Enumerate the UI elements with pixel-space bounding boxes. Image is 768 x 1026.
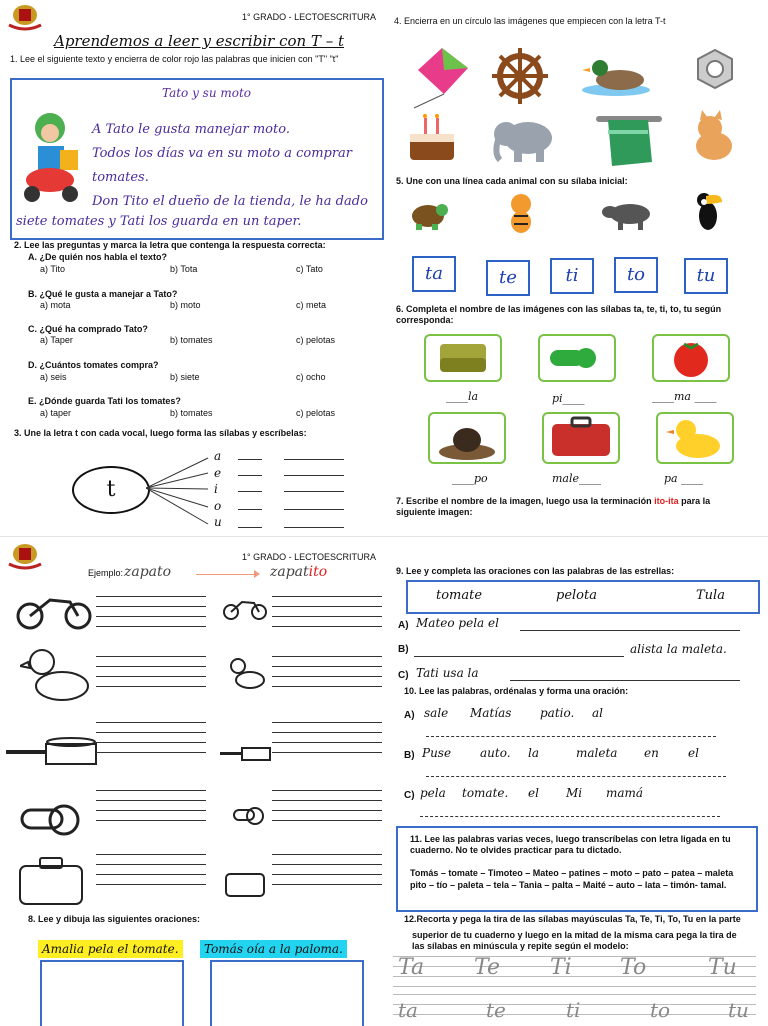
tela-fabric-icon	[426, 336, 500, 380]
guideline	[393, 994, 756, 995]
example-word: zapato	[124, 564, 172, 580]
write-lines[interactable]	[272, 854, 382, 894]
image-box	[424, 334, 502, 382]
scrambled-word: Mi	[566, 786, 583, 800]
draw-sentence-2: Tomás oía a la paloma.	[200, 940, 347, 958]
write-lines[interactable]	[96, 722, 206, 762]
syllable-upper: Ta	[398, 955, 425, 980]
guideline	[393, 956, 756, 957]
story-line: siete tomates y Tati los guarda en un taper.	[16, 214, 302, 229]
word-bank-item: pelota	[556, 588, 597, 603]
story-title: Tato y su moto	[162, 86, 252, 100]
item-label: B)	[404, 750, 415, 761]
scrambled-word: la	[528, 746, 539, 760]
scrambled-word: el	[688, 746, 699, 760]
question-A: A. ¿De quién nos habla el texto?	[28, 252, 168, 262]
syllable-lower: ti	[566, 998, 581, 1022]
write-lines[interactable]	[272, 722, 382, 762]
ship-wheel-icon	[490, 46, 550, 106]
write-lines[interactable]	[96, 854, 206, 894]
option-b[interactable]: b) tomates	[170, 335, 213, 345]
scrambled-word: al	[592, 706, 603, 720]
sentence-a: Mateo pela el	[416, 616, 499, 630]
q7-prompt-start: 7. Escribe el nombre de la imagen, luego usa la terminación	[396, 496, 655, 506]
story-line: A Tato le gusta manejar moto.	[92, 122, 290, 137]
syllable-lower: ta	[398, 998, 418, 1022]
example-result	[270, 564, 327, 580]
option-b[interactable]: b) siete	[170, 372, 200, 382]
syllable-tu[interactable]: tu	[684, 258, 728, 294]
syllable-to[interactable]: to	[614, 257, 658, 293]
blank-pato[interactable]: pa ____	[664, 472, 704, 485]
tomato-icon	[654, 336, 728, 380]
option-b[interactable]: b) tomates	[170, 408, 213, 418]
image-box	[428, 412, 506, 464]
example-result-base: zapat	[270, 564, 309, 580]
syllable-upper: Tu	[708, 955, 737, 980]
duckling-icon	[658, 414, 732, 462]
duck-outline-icon	[20, 644, 92, 704]
scrambled-word: sale	[424, 706, 449, 720]
q12-prompt-3: las sílabas en minúscula y repite según el modelo:	[412, 941, 629, 951]
option-c[interactable]: c) ocho	[296, 372, 326, 382]
draw-sentence-1: Amalia pela el tomate.	[38, 940, 183, 958]
option-a[interactable]: a) mota	[40, 300, 71, 310]
syllable-lower: tu	[728, 998, 749, 1022]
write-lines[interactable]	[96, 656, 206, 696]
scrambled-word: tomate.	[462, 786, 509, 800]
nut-icon	[694, 48, 736, 90]
story-line: Todos los días va en su moto a comprar	[92, 146, 353, 161]
vowel: e	[214, 465, 222, 480]
blank-tomate[interactable]: ____ma ____	[652, 390, 717, 403]
option-a[interactable]: a) seis	[40, 372, 67, 382]
guideline	[393, 966, 756, 967]
syllable-lower: to	[650, 998, 671, 1022]
option-a[interactable]: a) taper	[40, 408, 72, 418]
cat-icon	[688, 110, 736, 164]
scrambled-word: Matías	[470, 706, 512, 720]
write-lines[interactable]	[272, 790, 382, 830]
syllable-te[interactable]: te	[486, 260, 530, 296]
q12-prompt-1: 12.Recorta y pega la tira de las sílabas mayúsculas Ta, Te, Ti, To, Tu en la parte	[404, 914, 741, 924]
option-c[interactable]: c) pelotas	[296, 335, 336, 345]
whistle-outline-icon	[18, 796, 84, 842]
question-D: D. ¿Cuántos tomates compra?	[28, 360, 159, 370]
question-B: B. ¿Qué le gusta a manejar a Tato?	[28, 289, 178, 299]
option-c[interactable]: c) Tato	[296, 264, 323, 274]
q10-prompt: 10. Lee las palabras, ordénalas y forma una oración:	[404, 686, 629, 696]
blank-maleta[interactable]: male____	[552, 472, 602, 485]
q5-prompt: 5. Une con una línea cada animal con su sílaba inicial:	[396, 176, 628, 186]
syllable-ti[interactable]: ti	[550, 258, 594, 294]
cake-icon	[406, 112, 458, 164]
sentence-b: alista la maleta.	[630, 642, 727, 656]
q11-prompt: 11. Lee las palabras varias veces, luego transcríbelas con letra ligada en tu cuaderno. No te olvides practicar para tu dictado.	[410, 834, 731, 855]
syllable-upper: To	[620, 955, 647, 980]
page-divider	[0, 536, 768, 537]
mole-icon	[430, 414, 504, 462]
question-C: C. ¿Qué ha comprado Tato?	[28, 324, 148, 334]
guideline	[393, 976, 756, 977]
write-lines[interactable]	[96, 596, 206, 636]
example-arrow	[196, 574, 258, 575]
q6-prompt: 6. Completa el nombre de las imágenes con las sílabas ta, te, ti, to, tu según corresponda:	[396, 304, 722, 325]
write-lines[interactable]	[272, 656, 382, 696]
q7-prompt-end: para la siguiente imagen:	[396, 496, 711, 517]
pot-icon	[6, 730, 100, 770]
option-c[interactable]: c) meta	[296, 300, 327, 310]
syllable-lower: te	[486, 998, 506, 1022]
guideline	[393, 986, 756, 987]
item-label: C)	[404, 790, 415, 801]
small-duck-outline-icon	[226, 656, 266, 692]
towel-icon	[594, 110, 664, 168]
image-box	[652, 334, 730, 382]
q2-prompt: 2. Lee las preguntas y marca la letra que contenga la respuesta correcta:	[14, 240, 326, 250]
syllable-ta[interactable]: ta	[412, 256, 456, 292]
write-lines[interactable]	[96, 790, 206, 830]
syllable-upper: Ti	[550, 955, 572, 980]
image-box	[656, 412, 734, 464]
question-E: E. ¿Dónde guarda Tati los tomates?	[28, 396, 181, 406]
q12-prompt-2: superior de tu cuaderno y luego en la mitad de la misma cara pega la tira de	[412, 930, 737, 940]
syllable-upper: Te	[474, 955, 500, 980]
duck-icon	[580, 52, 650, 96]
tapir-icon	[602, 198, 654, 232]
image-box	[538, 334, 616, 382]
item-label: B)	[398, 644, 409, 655]
blank-tela[interactable]: ____la	[446, 390, 479, 403]
vowel: u	[214, 515, 222, 529]
example-result-suffix: ito	[308, 564, 328, 580]
q1-prompt: 1. Lee el siguiente texto y encierra de color rojo las palabras que inicien con "T" "t"	[10, 54, 339, 64]
q11-words-2: pito – tío – paleta – tela – Tania – palta – Maité – auto – lata – timón- tamal.	[410, 880, 727, 890]
elephant-icon	[492, 112, 556, 164]
boy-on-moto-image	[20, 108, 82, 204]
turtle-icon	[404, 196, 450, 232]
scrambled-word: auto.	[480, 746, 511, 760]
answer-line[interactable]	[426, 736, 716, 737]
option-a[interactable]: a) Tito	[40, 264, 66, 274]
option-a[interactable]: a) Taper	[40, 335, 73, 345]
school-logo	[6, 542, 44, 570]
story-line: Don Tito el dueño de la tienda, le ha dado	[92, 194, 368, 209]
grade-header: 1° GRADO - LECTOESCRITURA	[242, 552, 376, 562]
arrow-head-icon	[254, 570, 260, 578]
kite-icon	[404, 46, 470, 110]
q7-prompt	[396, 496, 740, 518]
sentence-c: Tati usa la	[416, 666, 479, 680]
small-whistle-outline-icon	[232, 804, 266, 830]
q3-prompt: 3. Une la letra t con cada vocal, luego forma las sílabas y escríbelas:	[14, 428, 307, 438]
image-box	[542, 412, 620, 464]
q4-prompt: 4. Encierra en un círculo las imágenes que empiecen con la letra T-t	[394, 16, 666, 26]
drawing-box-1[interactable]	[40, 960, 184, 1026]
answer-line[interactable]	[520, 630, 740, 631]
scrambled-word: Puse	[422, 746, 452, 760]
q8-prompt: 8. Lee y dibuja las siguientes oraciones:	[28, 914, 201, 924]
answer-line[interactable]	[414, 656, 624, 657]
word-bank-item: Tula	[696, 588, 725, 603]
grade-header: 1° GRADO - LECTOESCRITURA	[242, 12, 376, 22]
letter-t: t	[106, 477, 116, 502]
answer-line[interactable]	[426, 776, 726, 777]
school-logo	[6, 3, 44, 31]
q11-words-1: Tomás – tomate – Timoteo – Mateo – patines – moto – pato – patea – maleta	[410, 868, 734, 878]
suitcase-outline-icon	[16, 854, 86, 908]
item-label: A)	[398, 620, 409, 631]
scrambled-word: pela	[420, 786, 446, 800]
answer-line[interactable]	[420, 816, 720, 817]
scrambled-word: maleta	[576, 746, 618, 760]
scrambled-word: mamá	[606, 786, 644, 800]
q9-prompt: 9. Lee y completa las oraciones con las palabras de las estrellas:	[396, 566, 675, 576]
story-text	[92, 118, 368, 214]
item-label: C)	[398, 670, 409, 681]
example-label: Ejemplo:	[88, 568, 124, 578]
blank-pito[interactable]: pi____	[552, 392, 585, 405]
letter-t-oval	[72, 466, 150, 514]
vowel: i	[214, 482, 218, 496]
blank-topo[interactable]: ____po	[452, 472, 488, 485]
item-label: A)	[404, 710, 415, 721]
q7-prompt-suffix: ito-ita	[654, 496, 679, 506]
scrambled-word: en	[644, 746, 659, 760]
option-b[interactable]: b) Tota	[170, 264, 198, 274]
vowel: a	[214, 449, 222, 463]
toucan-icon	[690, 188, 724, 234]
option-c[interactable]: c) pelotas	[296, 408, 336, 418]
vowel: o	[214, 498, 222, 513]
whistle-icon	[540, 336, 614, 380]
option-b[interactable]: b) moto	[170, 300, 201, 310]
motorcycle-icon	[14, 588, 94, 630]
scrambled-word: patio.	[540, 706, 575, 720]
suitcase-icon	[544, 414, 618, 462]
drawing-box-2[interactable]	[210, 960, 364, 1026]
worksheet-title: Aprendemos a leer y escribir con T – t	[54, 32, 344, 50]
word-bank-item: tomate	[436, 588, 483, 603]
tiger-icon	[506, 192, 536, 234]
write-lines[interactable]	[272, 596, 382, 636]
story-line: tomates.	[92, 170, 149, 185]
small-pot-icon	[220, 740, 272, 766]
small-motorcycle-icon	[222, 594, 268, 622]
answer-line[interactable]	[510, 680, 740, 681]
small-suitcase-outline-icon	[224, 868, 266, 898]
scrambled-word: el	[528, 786, 539, 800]
